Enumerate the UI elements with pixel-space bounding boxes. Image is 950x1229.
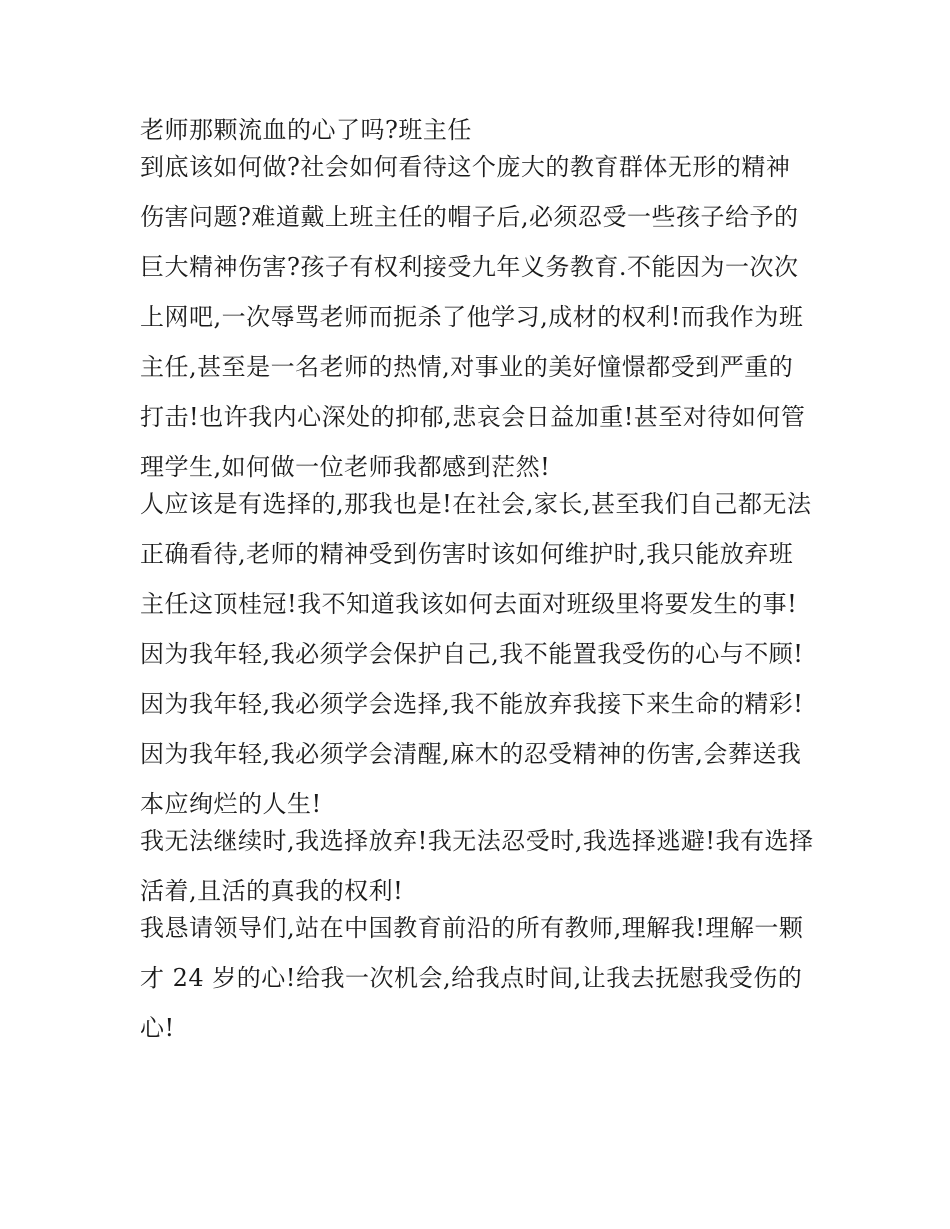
text-line: 心! bbox=[140, 1014, 175, 1042]
text-line: 因为我年轻,我必须学会选择,我不能放弃我接下来生命的精彩! bbox=[140, 690, 804, 718]
text-line: 主任,甚至是一名老师的热情,对事业的美好憧憬都受到严重的 bbox=[140, 353, 794, 381]
text-line: 巨大精神伤害?孩子有权利接受九年义务教育.不能因为一次次 bbox=[140, 253, 799, 281]
text-line: 活着,且活的真我的权利! bbox=[140, 877, 404, 905]
text-line: 理学生,如何做一位老师我都感到茫然! bbox=[140, 453, 551, 481]
body-text bbox=[140, 112, 830, 1060]
text-line: 到底该如何做?社会如何看待这个庞大的教育群体无形的精神 bbox=[140, 153, 791, 181]
text-line: 上网吧,一次辱骂老师而扼杀了他学习,成材的权利!而我作为班 bbox=[140, 303, 804, 331]
text-line: 我无法继续时,我选择放弃!我无法忍受时,我选择逃避!我有选择 bbox=[140, 827, 814, 855]
text-line: 打击!也许我内心深处的抑郁,悲哀会日益加重!甚至对待如何管 bbox=[140, 403, 806, 431]
text-line: 本应绚烂的人生! bbox=[140, 790, 322, 818]
text-line: 我恳请领导们,站在中国教育前沿的所有教师,理解我!理解一颗 bbox=[140, 914, 804, 942]
text-line: 人应该是有选择的,那我也是!在社会,家长,甚至我们自己都无法 bbox=[140, 490, 812, 518]
text-line: 老师那颗流血的心了吗?班主任 bbox=[140, 116, 472, 144]
text-line: 伤害问题?难道戴上班主任的帽子后,必须忍受一些孩子给予的 bbox=[140, 203, 799, 231]
text-line: 因为我年轻,我必须学会保护自己,我不能置我受伤的心与不顾! bbox=[140, 640, 804, 668]
text-line: 正确看待,老师的精神受到伤害时该如何维护时,我只能放弃班 bbox=[140, 540, 794, 568]
text-line: 才 24 岁的心!给我一次机会,给我点时间,让我去抚慰我受伤的 bbox=[140, 964, 803, 992]
text-line: 因为我年轻,我必须学会清醒,麻木的忍受精神的伤害,会葬送我 bbox=[140, 740, 802, 768]
text-line: 主任这顶桂冠!我不知道我该如何去面对班级里将要发生的事! bbox=[140, 590, 798, 618]
